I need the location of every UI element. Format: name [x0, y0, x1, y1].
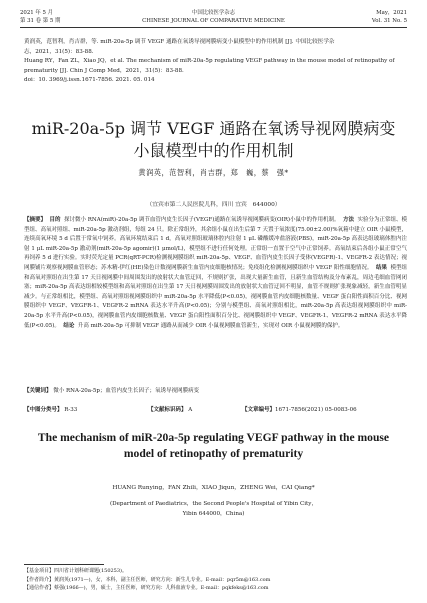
footnote-first-author: 【作者简介】黄润英(1971—)，女，本科，副主任医师，研究方向：新生儿专业。E-mail：pqr5m@163.com	[24, 576, 271, 583]
header-right	[372, 9, 407, 25]
keywords-text: 微小 RNA-20a-5p；血管内皮生长因子；氧诱导视网膜病变	[53, 388, 199, 394]
footnote-fund: 【基金项目】四川省计划科研课题(150253)。	[24, 568, 127, 574]
conclusion-label: 结论	[63, 322, 75, 329]
citation-en-line1: Huang RY，Fan ZL，Xiao JQ，et al. The mechanism of miR-20a-5p regulating VEGF pathway in the mouse model of retinopathy of	[24, 58, 395, 65]
objective-label: 目的	[49, 217, 61, 223]
affiliation-en-line2: Yibin 644000，China)	[182, 511, 245, 517]
article-number-label: 【文章编号】	[242, 407, 276, 413]
header-date-en: May，2021	[376, 10, 407, 16]
methods-text: 实验分为正常组、模型组、高氧对照组、miR-20a-5p 激动剂组，每组 24 只。除正常组外，其余组小鼠在出生后第 7 天置于氧浓度(75.00±2.00)%氧箱中建立 OIR 小鼠模型，连续高氧环境 5 d 后置于常氧中饲养。高氧环境结束后 1 d，高氧对照组玻璃体腔内注射 1 μL 磷酸缓冲盐溶液(PBS)，miR-20a-5p 高表达组玻璃体腔内注射 1 μL miR-20a-5p 激动剂(miR-20a-5p agomir)(1 μmol/L)，模型组不进行任何处理。正常组一直置于空气中正常饲养。高氧结束后各组小鼠正常空气再饲养 5 d 进行实验。实时荧光定量 PCR(qRT-PCR)检测视网膜组织 miR-20a-5p、VEGF、血管内皮生长因子受体(VEGFR)-1、VEGFR-2 表达情况；视网膜铺片观察视网膜血管形态；苏木精-伊红(HE)染色计数视网膜新生血管内皮细胞核情况；免疫组化检测视网膜组织中 VEGF 阳性细胞情况。	[24, 217, 408, 271]
clc-label: 【中图分类号】	[24, 407, 63, 413]
footnotes	[24, 567, 407, 593]
article-number-value: 1671-7856(2021) 05-0083-06	[275, 407, 357, 413]
objective-text: 探讨微小 RNA(miR)-20a-5p 调节血管内皮生长因子(VEGF)通路在氧诱导视网膜病变(OIR)小鼠中的作用机制。	[64, 217, 340, 223]
conclusion-text: 升高 miR-20a-5p 可抑制 VEGF 通路从而减少 OIR 小鼠视网膜血管新生，实现对 OIR 小鼠视网膜的保护。	[77, 322, 344, 329]
authors-en: HUANG Runying，FAN Zhili，XIAO Jiqun，ZHENG Wei，CAI Qiang*	[112, 485, 315, 491]
citation-cn-line2: 志，2021，31(5)：83-88.	[24, 48, 94, 55]
doc-code-value: A	[188, 407, 193, 413]
header-volume-cn: 第 31 卷 第 5 期	[20, 18, 61, 24]
header-center	[20, 9, 407, 25]
affiliation-cn: （宜宾市第二人民医院儿科，四川 宜宾 644000）	[146, 202, 281, 208]
affiliation-en-line1: (Department of Paediatrics，the Second People's Hospital of Yibin City，	[109, 501, 318, 507]
header-date-cn: 2021 年 5 月	[20, 10, 54, 16]
title-en-line2: model of retinopathy of prematurity	[123, 447, 304, 460]
doc-code-label: 【文献标识码】	[148, 407, 187, 413]
citation-en-line2: prematurity [J]. Chin J Comp Med，2021，31(5)：83-88.	[24, 67, 184, 74]
methods-label: 方法	[342, 217, 354, 223]
journal-name-cn: 中国比较医学杂志	[191, 10, 236, 16]
article-title-en	[24, 430, 403, 462]
affiliation-en	[90, 499, 337, 519]
clc-value: R-33	[64, 407, 78, 413]
header-volume-en: Vol. 31 No. 5	[371, 18, 407, 24]
abstract-cn	[24, 216, 407, 331]
results-text: 模型组和高氧对照组在出生第 17 天日视网膜中间周围发出的放射状大血管迂回，不规则扩张，出现大量新生血管，且新生血管结构及分布紊乱，周边毛细血管网闭塞；miR-20a-5p 高表达组相较模型组和高氧对照组在出生第 17 天日视网膜周围发出的放射状大血管迂回不明显，血管不规则扩张现象减轻，新生血管明显减少。与正常组相比，模型组、高氧对照组视网膜组织中 miR-20a-5p 水平降低(P<0.05)，视网膜血管内皮细胞核数量、VEGF 蛋白阳性面积百分比、视网膜组织中 VEGF、VEGFR-1、VEGFR-2 mRNA 表达水平升高(P<0.05)；分别与模型组、高氧对照组相比，miR-20a-5p 高表达组视网膜组织中 miR-20a-5p 水平升高(P<0.05)，视网膜血管内皮细胞核数量、VEGF 蛋白阳性面积百分比、视网膜组织中 VEGF、VEGFR-1、VEGFR-2 mRNA 表达水平降低(P<0.05)。	[24, 264, 407, 329]
results-label: 结果	[375, 264, 387, 271]
keywords-label: 【关键词】	[24, 388, 52, 394]
doi[interactable]: doi：10. 3969/j.issn.1671-7856. 2021. 05. 014	[24, 77, 155, 84]
footnote-rule	[24, 564, 104, 565]
article-title-cn	[0, 118, 427, 162]
citation-block	[24, 38, 407, 86]
title-cn-line1: miR-20a-5p 调节 VEGF 通路在氧诱导视网膜病变	[31, 119, 396, 138]
doc-code-field	[148, 406, 192, 416]
running-header	[20, 9, 407, 31]
title-en-line1: The mechanism of miR-20a-5p regulating VEGF pathway in the mouse	[37, 431, 390, 444]
footnote-corresponding: 【通信作者】蔡强(1966—)，男，硕士，主任医师，研究方向：儿科血液专业。E-mail：pqkfeks@163.com	[24, 585, 269, 591]
authors-cn: 黄润英，范智利，肖吉群，郑 巍，蔡 强*	[138, 168, 289, 177]
clc-field	[24, 406, 77, 416]
citation-cn-line1: 黄润英，范智利，肖吉群，等. miR-20a-5p 调节 VEGF 通路在氧诱导视网膜病变小鼠模型中的作用机制 [J]. 中国比较医学杂	[24, 39, 335, 45]
title-cn-line2: 小鼠模型中的作用机制	[133, 141, 294, 160]
article-number-field	[242, 406, 357, 416]
abstract-label: 【摘要】	[24, 217, 47, 223]
keywords-cn	[24, 387, 407, 397]
journal-name-en: CHINESE JOURNAL OF COMPARATIVE MEDICINE	[142, 18, 285, 24]
header-rule	[20, 27, 407, 28]
